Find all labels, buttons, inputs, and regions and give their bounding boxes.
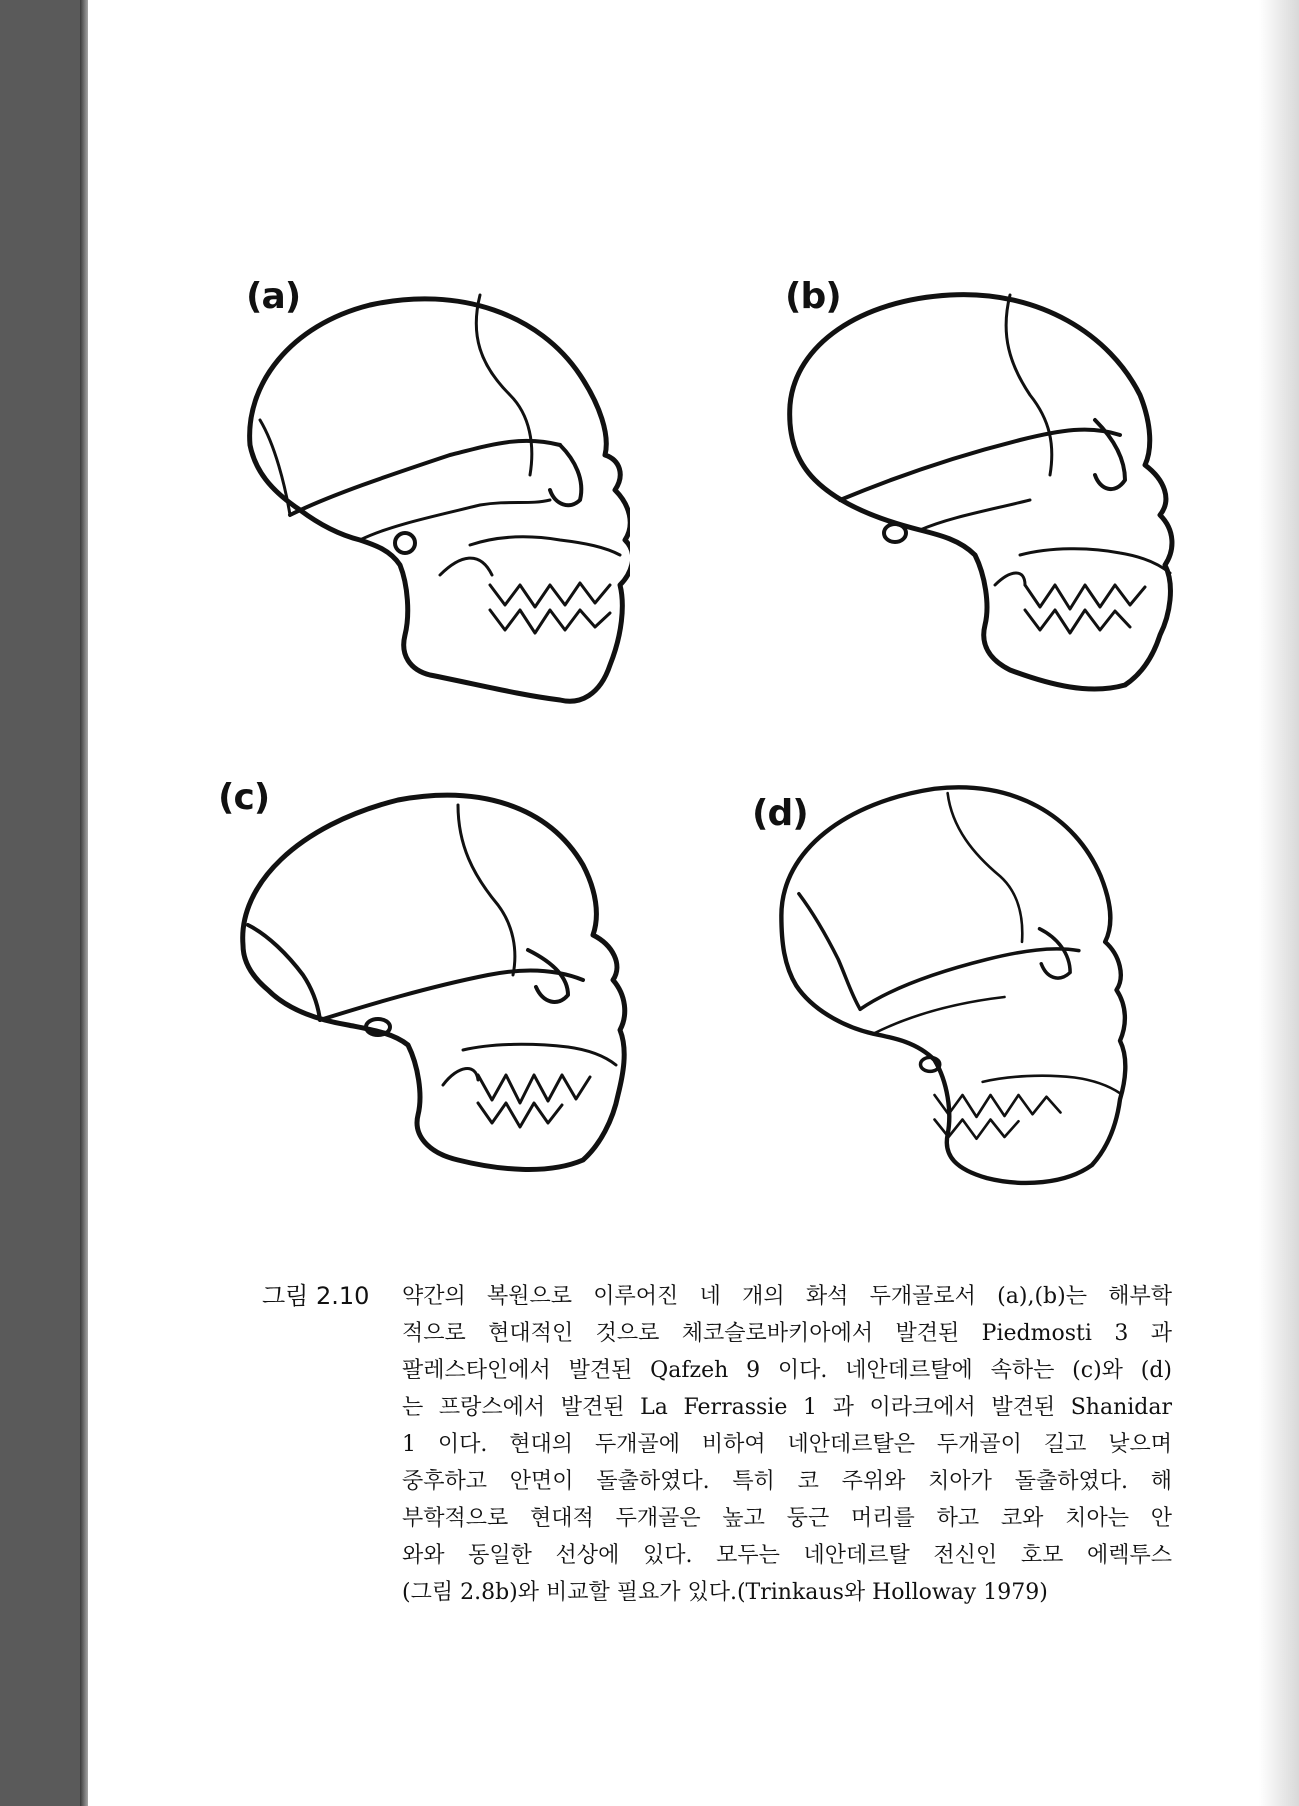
caption-line: 중후하고 안면이 돌출하였다. 특히 코 주위와 치아가 돌출하였다. 해 [402,1469,1172,1494]
caption-line: 와와 동일한 선상에 있다. 모두는 네안데르탈 전신인 호모 에렉투스 [402,1543,1172,1568]
skull-b-icon [780,285,1180,705]
skull-a-icon [230,285,630,705]
panel-label-c: (c) [218,777,270,818]
caption-line: (그림 2.8b)와 비교할 필요가 있다.(Trinkaus와 Holloway 1979) [402,1580,1048,1605]
figure-number: 그림 2.10 [262,1282,370,1310]
caption-line: 부학적으로 현대적 두개골은 높고 둥근 머리를 하고 코와 치아는 안 [402,1506,1172,1531]
caption-line: 적으로 현대적인 것으로 체코슬로바키아에서 발견된 Piedmosti 3 과 [402,1321,1172,1346]
caption-line: 팔레스타인에서 발견된 Qafzeh 9 이다. 네안데르탈에 속하는 (c)와 (d) [402,1358,1172,1383]
caption-line: 1 이다. 현대의 두개골에 비하여 네안데르탈은 두개골이 길고 낮으며 [402,1432,1172,1457]
caption-line: 약간의 복원으로 이루어진 네 개의 화석 두개골로서 (a),(b)는 해부학 [402,1284,1172,1309]
caption-body [402,1278,1172,1611]
skull-c-icon [228,775,628,1195]
skull-d-icon [752,780,1152,1200]
caption-line: 는 프랑스에서 발견된 La Ferrassie 1 과 이라크에서 발견된 Shanidar [402,1395,1172,1420]
panel-label-d: (d) [752,793,808,834]
panel-label-a: (a) [246,276,301,317]
page-shadow [1259,0,1299,1806]
panel-label-b: (b) [785,276,841,317]
